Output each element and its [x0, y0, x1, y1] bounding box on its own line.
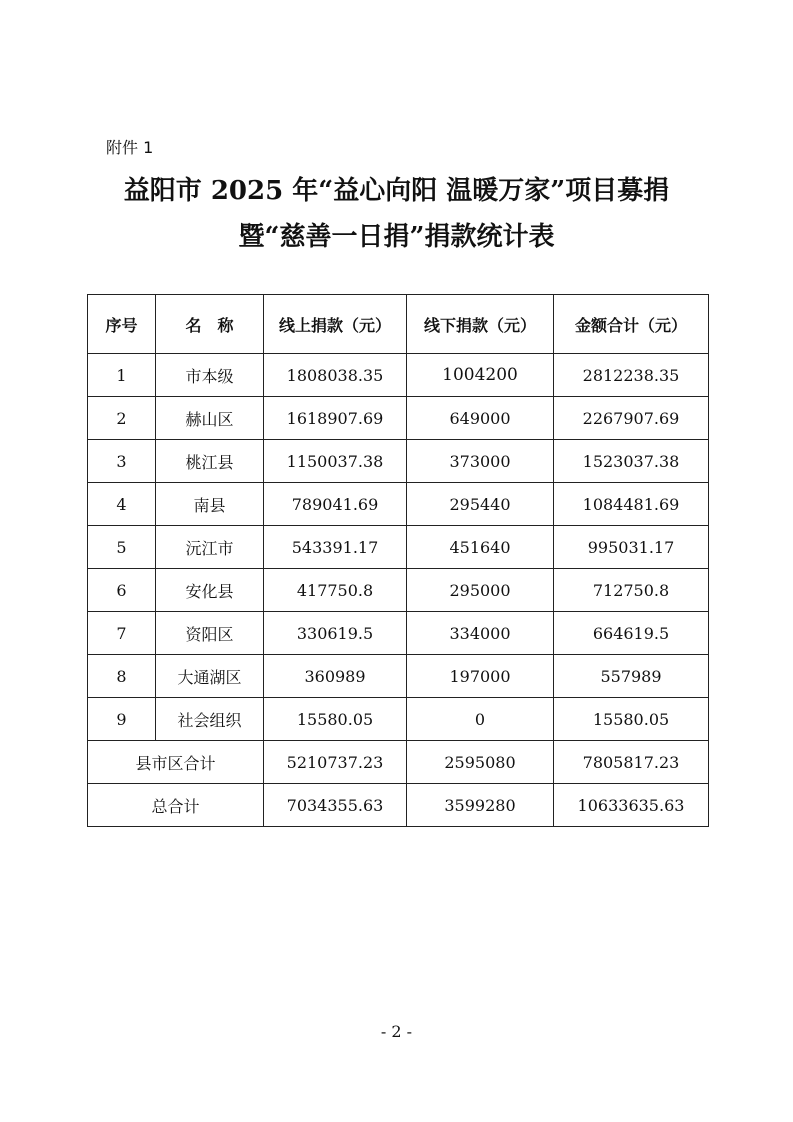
- cell-total: 2267907.69: [554, 397, 709, 440]
- cell-online: 417750.8: [264, 569, 407, 612]
- cell-online: 360989: [264, 655, 407, 698]
- subtotal-offline: 2595080: [407, 741, 554, 784]
- grand-total-total: 10633635.63: [554, 784, 709, 827]
- cell-no: 9: [88, 698, 156, 741]
- cell-online: 543391.17: [264, 526, 407, 569]
- grand-total-row: [88, 784, 709, 827]
- grand-total-offline: 3599280: [407, 784, 554, 827]
- cell-name: 桃江县: [156, 440, 264, 483]
- cell-offline: 197000: [407, 655, 554, 698]
- cell-total: 557989: [554, 655, 709, 698]
- cell-name: 大通湖区: [156, 655, 264, 698]
- table-row: [88, 354, 709, 397]
- cell-total: 712750.8: [554, 569, 709, 612]
- grand-total-label: 总合计: [88, 784, 264, 827]
- cell-name: 市本级: [156, 354, 264, 397]
- cell-no: 6: [88, 569, 156, 612]
- cell-no: 8: [88, 655, 156, 698]
- cell-online: 15580.05: [264, 698, 407, 741]
- cell-offline: 334000: [407, 612, 554, 655]
- cell-offline: 451640: [407, 526, 554, 569]
- cell-total: 995031.17: [554, 526, 709, 569]
- cell-no: 7: [88, 612, 156, 655]
- header-cell-online: 线上捐款（元）: [264, 295, 407, 354]
- document-title-line-1: 益阳市 2025 年“益心向阳 温暖万家”项目募捐: [123, 176, 670, 206]
- cell-name: 安化县: [156, 569, 264, 612]
- document-title-line-2: 暨“慈善一日捐”捐款统计表: [238, 222, 555, 252]
- cell-online: 1618907.69: [264, 397, 407, 440]
- cell-name: 资阳区: [156, 612, 264, 655]
- cell-online: 1150037.38: [264, 440, 407, 483]
- table-row: [88, 655, 709, 698]
- page-number: - 2 -: [380, 1022, 413, 1041]
- cell-no: 4: [88, 483, 156, 526]
- cell-total: 1084481.69: [554, 483, 709, 526]
- table-row: [88, 612, 709, 655]
- cell-offline: 1004200: [407, 354, 554, 397]
- subtotal-total: 7805817.23: [554, 741, 709, 784]
- cell-offline: 295440: [407, 483, 554, 526]
- donation-statistics-table: [87, 294, 709, 827]
- cell-total: 2812238.35: [554, 354, 709, 397]
- subtotal-online: 5210737.23: [264, 741, 407, 784]
- table-header-row: [88, 295, 709, 354]
- cell-no: 1: [88, 354, 156, 397]
- cell-online: 789041.69: [264, 483, 407, 526]
- cell-name: 社会组织: [156, 698, 264, 741]
- cell-online: 1808038.35: [264, 354, 407, 397]
- table-row: [88, 483, 709, 526]
- header-cell-name: 名 称: [156, 295, 264, 354]
- table-row: [88, 440, 709, 483]
- cell-no: 3: [88, 440, 156, 483]
- subtotal-label: 县市区合计: [88, 741, 264, 784]
- subtotal-row: [88, 741, 709, 784]
- cell-offline: 0: [407, 698, 554, 741]
- cell-no: 2: [88, 397, 156, 440]
- table-row: [88, 397, 709, 440]
- attachment-label: 附件 1: [106, 138, 154, 157]
- cell-name: 南县: [156, 483, 264, 526]
- cell-name: 沅江市: [156, 526, 264, 569]
- cell-offline: 295000: [407, 569, 554, 612]
- table-row: [88, 526, 709, 569]
- cell-total: 664619.5: [554, 612, 709, 655]
- table-row: [88, 698, 709, 741]
- cell-offline: 649000: [407, 397, 554, 440]
- cell-online: 330619.5: [264, 612, 407, 655]
- header-cell-offline: 线下捐款（元）: [407, 295, 554, 354]
- cell-offline: 373000: [407, 440, 554, 483]
- header-cell-no: 序号: [88, 295, 156, 354]
- table-row: [88, 569, 709, 612]
- cell-name: 赫山区: [156, 397, 264, 440]
- header-cell-total: 金额合计（元）: [554, 295, 709, 354]
- cell-no: 5: [88, 526, 156, 569]
- cell-total: 15580.05: [554, 698, 709, 741]
- grand-total-online: 7034355.63: [264, 784, 407, 827]
- cell-total: 1523037.38: [554, 440, 709, 483]
